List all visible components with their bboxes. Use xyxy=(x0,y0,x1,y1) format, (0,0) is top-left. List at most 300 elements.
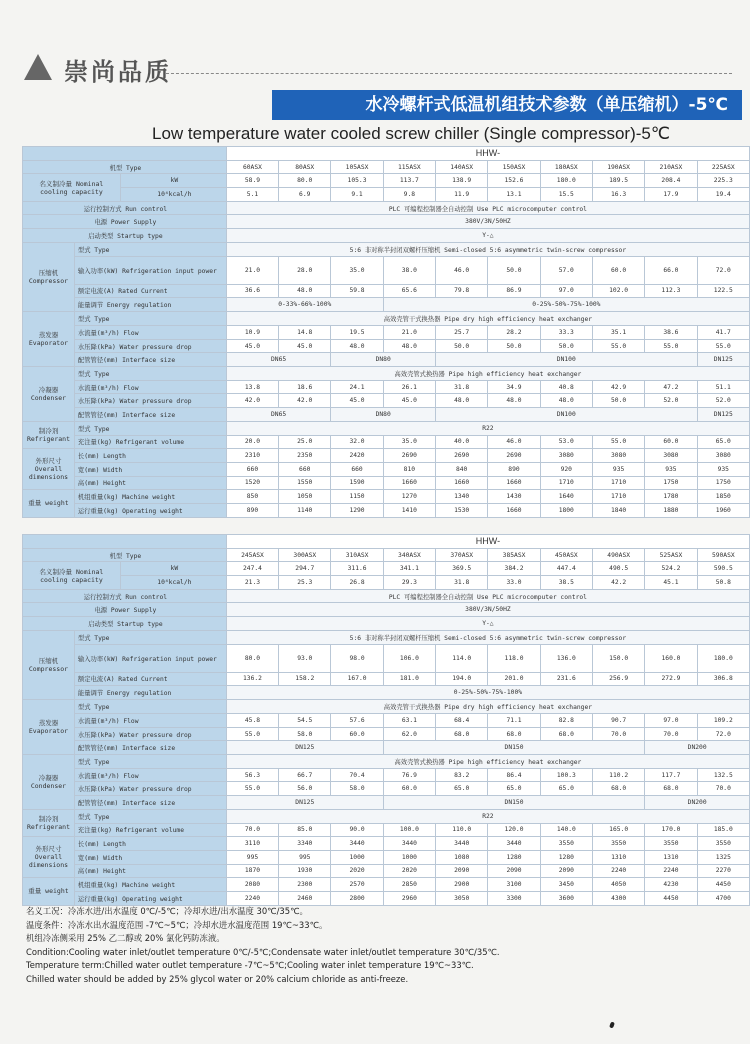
cond-flow-value: 66.7 xyxy=(279,768,331,782)
cond-flow-value: 56.3 xyxy=(226,768,278,782)
operating-weight-value: 4300 xyxy=(593,891,645,905)
length-value: 3550 xyxy=(540,837,592,851)
refrig-charge-value: 140.0 xyxy=(540,823,592,837)
capacity-kcal-value: 16.3 xyxy=(592,188,644,202)
evap-pipe-value: DN125 xyxy=(697,353,749,367)
length-value: 3440 xyxy=(488,837,540,851)
rated-current-value: 201.0 xyxy=(488,672,540,686)
width-value: 935 xyxy=(592,462,644,476)
capacity-kcal-value: 42.2 xyxy=(593,576,645,590)
machine-weight-value: 2850 xyxy=(383,878,435,892)
evaporator-label: 蒸发器 Evaporator xyxy=(23,312,75,367)
evap-pipe-value: DN100 xyxy=(436,353,698,367)
refrig-charge-value: 165.0 xyxy=(593,823,645,837)
cond-pipe-label: 配管管径(mm) Interface size xyxy=(74,796,226,810)
length-value: 2690 xyxy=(436,449,488,463)
power-in-label: 输入功率(kW) Refrigeration input power xyxy=(74,256,226,284)
width-value: 935 xyxy=(645,462,697,476)
width-value: 920 xyxy=(540,462,592,476)
cond-drop-value: 65.0 xyxy=(436,782,488,796)
rated-current-label: 额定电流(A) Rated Current xyxy=(74,284,226,298)
machine-weight-value: 4230 xyxy=(645,878,697,892)
cond-pipe-value: DN125 xyxy=(697,408,749,422)
machine-weight-value: 1780 xyxy=(645,490,697,504)
cond-pipe-value: DN150 xyxy=(383,796,645,810)
cond-flow-value: 42.9 xyxy=(592,380,644,394)
capacity-kw-value: 208.4 xyxy=(645,174,697,188)
cond-flow-value: 18.6 xyxy=(279,380,331,394)
energy-reg-label: 能量调节 Energy regulation xyxy=(74,298,226,312)
model-name: 310ASX xyxy=(331,548,383,562)
cond-type-label: 型式 Type xyxy=(74,367,226,381)
cond-flow-label: 水流量(m³/h) Flow xyxy=(74,768,226,782)
condenser-label: 冷凝器 Condenser xyxy=(23,367,75,422)
power-in-value: 98.0 xyxy=(331,644,383,672)
capacity-kw-value: 447.4 xyxy=(540,562,592,576)
capacity-kw-value: 341.1 xyxy=(383,562,435,576)
operating-weight-value: 2240 xyxy=(226,891,278,905)
comp-type-label: 型式 Type xyxy=(74,630,226,644)
refrig-charge-value: 35.0 xyxy=(383,435,435,449)
height-value: 1660 xyxy=(436,476,488,490)
power-in-value: 80.0 xyxy=(226,644,278,672)
note-line: Chilled water should be added by 25% glycol water or 20% calcium chloride as anti-freeze. xyxy=(26,973,409,984)
evap-type-value: 高效壳管干式换热器 Pipe dry high efficiency heat exchanger xyxy=(226,312,749,326)
comp-type-label: 型式 Type xyxy=(74,242,226,256)
evap-type-value: 高效壳管干式换热器 Pipe dry high efficiency heat exchanger xyxy=(226,700,749,714)
ink-dot xyxy=(609,1021,615,1028)
length-value: 2310 xyxy=(226,449,278,463)
machine-weight-value: 2570 xyxy=(331,878,383,892)
rated-current-value: 79.8 xyxy=(436,284,488,298)
length-value: 2420 xyxy=(331,449,383,463)
cond-flow-label: 水流量(m³/h) Flow xyxy=(74,380,226,394)
evap-drop-value: 50.0 xyxy=(488,339,540,353)
model-name: 490ASX xyxy=(593,548,645,562)
height-value: 1660 xyxy=(488,476,540,490)
model-name: 245ASX xyxy=(226,548,278,562)
power-in-value: 46.0 xyxy=(436,256,488,284)
unit-kw: kW xyxy=(120,174,226,188)
model-name: 150ASX xyxy=(488,160,540,174)
cond-drop-label: 水压降(kPa) Water pressure drop xyxy=(74,782,226,796)
note-line: 名义工况：冷冻水进/出水温度 0℃/-5℃；冷却水进/出水温度 30℃/35℃。 xyxy=(26,906,308,916)
evap-drop-label: 水压降(kPa) Water pressure drop xyxy=(74,339,226,353)
cond-type-label: 型式 Type xyxy=(74,755,226,769)
cond-drop-value: 48.0 xyxy=(436,394,488,408)
rated-current-value: 122.5 xyxy=(697,284,749,298)
evap-pipe-value: DN65 xyxy=(226,353,331,367)
capacity-kcal-value: 19.4 xyxy=(697,188,749,202)
english-title: Low temperature water cooled screw chiller (Single compressor)-5℃ xyxy=(152,124,670,143)
height-value: 2270 xyxy=(697,864,749,878)
unit-kcal: 10⁴kcal/h xyxy=(120,576,226,590)
length-label: 长(mm) Length xyxy=(74,837,226,851)
width-value: 995 xyxy=(279,850,331,864)
power-in-value: 38.0 xyxy=(383,256,435,284)
run-control-label: 运行控制方式 Run control xyxy=(23,201,227,215)
blank-header xyxy=(23,535,227,549)
unit-kw: kW xyxy=(120,562,226,576)
cond-pipe-value: DN80 xyxy=(331,408,436,422)
startup-label: 启动类型 Startup type xyxy=(23,229,227,243)
power-supply-value: 380V/3N/50HZ xyxy=(226,603,749,617)
operating-weight-label: 运行重量(kg) Operating weight xyxy=(74,503,226,517)
operating-weight-value: 1840 xyxy=(592,503,644,517)
refrig-charge-value: 110.0 xyxy=(436,823,488,837)
evap-drop-value: 72.0 xyxy=(697,727,749,741)
evap-drop-value: 68.0 xyxy=(436,727,488,741)
refrig-type-value: R22 xyxy=(226,421,749,435)
rated-current-value: 59.8 xyxy=(331,284,383,298)
model-name: 60ASX xyxy=(226,160,278,174)
height-value: 1930 xyxy=(279,864,331,878)
title-banner: 水冷螺杆式低温机组技术参数（单压缩机）-5℃ xyxy=(272,90,742,120)
evap-type-label: 型式 Type xyxy=(74,312,226,326)
operating-weight-value: 1660 xyxy=(488,503,540,517)
refrig-charge-value: 53.0 xyxy=(540,435,592,449)
machine-weight-value: 4050 xyxy=(593,878,645,892)
series-label: HHW- xyxy=(226,147,749,161)
operating-weight-value: 2960 xyxy=(383,891,435,905)
brand-divider xyxy=(166,73,732,74)
refrig-charge-value: 120.0 xyxy=(488,823,540,837)
width-value: 1310 xyxy=(645,850,697,864)
length-value: 3550 xyxy=(697,837,749,851)
operating-weight-value: 1530 xyxy=(436,503,488,517)
power-supply-label: 电源 Power Supply xyxy=(23,603,227,617)
refrig-charge-value: 85.0 xyxy=(279,823,331,837)
refrig-type-label: 型式 Type xyxy=(74,809,226,823)
cond-pipe-value: DN125 xyxy=(226,796,383,810)
capacity-kcal-value: 38.5 xyxy=(540,576,592,590)
evap-drop-value: 50.0 xyxy=(540,339,592,353)
height-value: 2090 xyxy=(436,864,488,878)
capacity-kw-value: 152.6 xyxy=(488,174,540,188)
refrig-charge-value: 170.0 xyxy=(645,823,697,837)
refrig-type-value: R22 xyxy=(226,809,749,823)
capacity-kw-value: 225.3 xyxy=(697,174,749,188)
rated-current-value: 194.0 xyxy=(436,672,488,686)
rated-current-value: 86.9 xyxy=(488,284,540,298)
weight-label: 重量 weight xyxy=(23,490,75,517)
power-in-value: 57.0 xyxy=(540,256,592,284)
evap-flow-value: 35.1 xyxy=(592,326,644,340)
evap-drop-value: 55.0 xyxy=(645,339,697,353)
model-name: 105ASX xyxy=(331,160,383,174)
capacity-kw-value: 590.5 xyxy=(697,562,749,576)
cond-flow-value: 24.1 xyxy=(331,380,383,394)
evap-flow-value: 33.3 xyxy=(540,326,592,340)
cond-drop-value: 52.0 xyxy=(645,394,697,408)
series-label: HHW- xyxy=(226,535,749,549)
width-value: 1280 xyxy=(540,850,592,864)
energy-reg-value: 0-33%-66%-100% xyxy=(226,298,383,312)
machine-weight-value: 4450 xyxy=(697,878,749,892)
evap-flow-value: 97.0 xyxy=(645,714,697,728)
power-in-value: 136.0 xyxy=(540,644,592,672)
machine-weight-value: 1050 xyxy=(279,490,331,504)
capacity-kcal-value: 9.8 xyxy=(383,188,435,202)
capacity-kw-value: 138.9 xyxy=(436,174,488,188)
model-name: 385ASX xyxy=(488,548,540,562)
refrigerant-label: 制冷剂 Refrigerant xyxy=(23,809,75,836)
capacity-kcal-value: 9.1 xyxy=(331,188,383,202)
height-value: 1710 xyxy=(592,476,644,490)
cond-drop-value: 52.0 xyxy=(697,394,749,408)
capacity-kw-value: 80.0 xyxy=(279,174,331,188)
width-label: 宽(mm) Width xyxy=(74,850,226,864)
height-value: 1590 xyxy=(331,476,383,490)
model-name: 225ASX xyxy=(697,160,749,174)
evap-flow-value: 41.7 xyxy=(697,326,749,340)
width-value: 1000 xyxy=(383,850,435,864)
model-label: 机型 Type xyxy=(23,548,227,562)
capacity-kw-value: 105.3 xyxy=(331,174,383,188)
power-supply-value: 380V/3N/50HZ xyxy=(226,215,749,229)
rated-current-value: 65.6 xyxy=(383,284,435,298)
run-control-label: 运行控制方式 Run control xyxy=(23,589,227,603)
energy-reg-value: 0-25%-50%-75%-100% xyxy=(226,686,749,700)
unit-kcal: 10⁴kcal/h xyxy=(120,188,226,202)
refrig-type-label: 型式 Type xyxy=(74,421,226,435)
capacity-kcal-value: 11.9 xyxy=(436,188,488,202)
rated-current-value: 102.0 xyxy=(592,284,644,298)
refrig-charge-value: 90.0 xyxy=(331,823,383,837)
length-value: 3440 xyxy=(436,837,488,851)
model-name: 525ASX xyxy=(645,548,697,562)
capacity-kcal-value: 21.3 xyxy=(226,576,278,590)
refrig-charge-value: 100.0 xyxy=(383,823,435,837)
evap-drop-value: 45.0 xyxy=(279,339,331,353)
machine-weight-value: 1850 xyxy=(697,490,749,504)
width-value: 995 xyxy=(226,850,278,864)
length-value: 2690 xyxy=(383,449,435,463)
operating-weight-value: 3600 xyxy=(540,891,592,905)
cond-drop-value: 45.0 xyxy=(331,394,383,408)
refrig-charge-value: 60.0 xyxy=(645,435,697,449)
condenser-label: 冷凝器 Condenser xyxy=(23,755,75,810)
length-label: 长(mm) Length xyxy=(74,449,226,463)
cond-flow-value: 34.9 xyxy=(488,380,540,394)
cond-drop-value: 70.0 xyxy=(697,782,749,796)
length-value: 3440 xyxy=(383,837,435,851)
capacity-kcal-value: 25.3 xyxy=(279,576,331,590)
cond-drop-value: 42.0 xyxy=(279,394,331,408)
evap-drop-value: 70.0 xyxy=(645,727,697,741)
cond-drop-value: 55.0 xyxy=(226,782,278,796)
capacity-kw-value: 490.5 xyxy=(593,562,645,576)
power-in-value: 66.0 xyxy=(645,256,697,284)
refrig-charge-value: 40.0 xyxy=(436,435,488,449)
evap-drop-value: 45.0 xyxy=(226,339,278,353)
width-value: 840 xyxy=(436,462,488,476)
rated-current-value: 256.9 xyxy=(593,672,645,686)
evap-flow-label: 水流量(m³/h) Flow xyxy=(74,326,226,340)
width-value: 660 xyxy=(279,462,331,476)
height-value: 1750 xyxy=(645,476,697,490)
cond-pipe-label: 配管管径(mm) Interface size xyxy=(74,408,226,422)
cond-flow-value: 40.8 xyxy=(540,380,592,394)
refrigerant-label: 制冷剂 Refrigerant xyxy=(23,421,75,448)
capacity-kw-value: 384.2 xyxy=(488,562,540,576)
spec-table-2 xyxy=(22,534,750,906)
height-label: 高(mm) Height xyxy=(74,864,226,878)
width-label: 宽(mm) Width xyxy=(74,462,226,476)
capacity-label: 名义制冷量 Nominal cooling capacity xyxy=(23,562,121,589)
capacity-kw-value: 58.9 xyxy=(226,174,278,188)
length-value: 2350 xyxy=(279,449,331,463)
evap-pipe-value: DN150 xyxy=(383,741,645,755)
evap-flow-value: 45.8 xyxy=(226,714,278,728)
dimensions-label: 外形尺寸 Overall dimensions xyxy=(23,449,75,490)
machine-weight-value: 1710 xyxy=(592,490,644,504)
evap-flow-value: 19.5 xyxy=(331,326,383,340)
height-value: 2240 xyxy=(593,864,645,878)
evap-flow-value: 68.4 xyxy=(436,714,488,728)
rated-current-value: 158.2 xyxy=(279,672,331,686)
capacity-label: 名义制冷量 Nominal cooling capacity xyxy=(23,174,121,201)
height-value: 1750 xyxy=(697,476,749,490)
capacity-kcal-value: 26.8 xyxy=(331,576,383,590)
power-in-value: 114.0 xyxy=(436,644,488,672)
capacity-kcal-value: 17.9 xyxy=(645,188,697,202)
rated-current-value: 306.8 xyxy=(697,672,749,686)
compressor-label: 压缩机 Compressor xyxy=(23,630,75,700)
width-value: 810 xyxy=(383,462,435,476)
power-in-value: 93.0 xyxy=(279,644,331,672)
operating-weight-value: 4450 xyxy=(645,891,697,905)
cond-flow-value: 86.4 xyxy=(488,768,540,782)
height-value: 1870 xyxy=(226,864,278,878)
notes xyxy=(26,905,500,986)
width-value: 1325 xyxy=(697,850,749,864)
rated-current-value: 97.0 xyxy=(540,284,592,298)
height-value: 2240 xyxy=(645,864,697,878)
power-in-value: 180.0 xyxy=(697,644,749,672)
power-in-label: 输入功率(kW) Refrigeration input power xyxy=(74,644,226,672)
power-in-value: 72.0 xyxy=(697,256,749,284)
operating-weight-value: 1880 xyxy=(645,503,697,517)
evap-drop-value: 68.0 xyxy=(540,727,592,741)
power-in-value: 106.0 xyxy=(383,644,435,672)
model-name: 450ASX xyxy=(540,548,592,562)
evap-drop-value: 60.0 xyxy=(331,727,383,741)
length-value: 3550 xyxy=(593,837,645,851)
evap-drop-value: 68.0 xyxy=(488,727,540,741)
run-control-value: PLC 可编程控制器全自动控制 Use PLC microcomputer control xyxy=(226,201,749,215)
length-value: 2690 xyxy=(488,449,540,463)
note-line: Temperature term:Chilled water outlet temperature -7℃~5℃;Cooling water inlet temperature 19℃~33℃. xyxy=(26,960,474,970)
machine-weight-value: 1150 xyxy=(331,490,383,504)
model-name: 140ASX xyxy=(436,160,488,174)
evap-flow-value: 109.2 xyxy=(697,714,749,728)
capacity-kcal-value: 29.3 xyxy=(383,576,435,590)
startup-value: Y-△ xyxy=(226,617,749,631)
charge-label: 充注量(kg) Refrigerant volume xyxy=(74,435,226,449)
power-in-value: 118.0 xyxy=(488,644,540,672)
evap-flow-value: 90.7 xyxy=(593,714,645,728)
rated-current-value: 167.0 xyxy=(331,672,383,686)
operating-weight-value: 890 xyxy=(226,503,278,517)
rated-current-value: 231.6 xyxy=(540,672,592,686)
charge-label: 充注量(kg) Refrigerant volume xyxy=(74,823,226,837)
capacity-kcal-value: 45.1 xyxy=(645,576,697,590)
height-label: 高(mm) Height xyxy=(74,476,226,490)
operating-weight-value: 1140 xyxy=(279,503,331,517)
refrig-charge-value: 185.0 xyxy=(697,823,749,837)
machine-weight-value: 2900 xyxy=(436,878,488,892)
height-value: 2090 xyxy=(540,864,592,878)
cond-drop-value: 68.0 xyxy=(645,782,697,796)
operating-weight-value: 3050 xyxy=(436,891,488,905)
evap-flow-value: 25.7 xyxy=(436,326,488,340)
cond-flow-value: 83.2 xyxy=(436,768,488,782)
rated-current-value: 272.9 xyxy=(645,672,697,686)
evap-type-label: 型式 Type xyxy=(74,700,226,714)
cond-drop-value: 45.0 xyxy=(383,394,435,408)
cond-type-value: 高效壳管式换热器 Pipe high efficiency heat exchanger xyxy=(226,367,749,381)
power-in-value: 150.0 xyxy=(593,644,645,672)
machine-weight-value: 850 xyxy=(226,490,278,504)
operating-weight-label: 运行重量(kg) Operating weight xyxy=(74,891,226,905)
comp-type-value: 5:6 非对称半封闭双螺杆压缩机 Semi-closed 5:6 asymmetric twin-screw compressor xyxy=(226,242,749,256)
operating-weight-value: 3300 xyxy=(488,891,540,905)
width-value: 1080 xyxy=(436,850,488,864)
capacity-kcal-value: 6.9 xyxy=(279,188,331,202)
model-name: 590ASX xyxy=(697,548,749,562)
compressor-label: 压缩机 Compressor xyxy=(23,242,75,312)
operating-weight-value: 2460 xyxy=(279,891,331,905)
power-in-value: 21.0 xyxy=(226,256,278,284)
machine-weight-value: 2300 xyxy=(279,878,331,892)
height-value: 2090 xyxy=(488,864,540,878)
cond-drop-value: 56.0 xyxy=(279,782,331,796)
width-value: 660 xyxy=(331,462,383,476)
refrig-charge-value: 32.0 xyxy=(331,435,383,449)
power-in-value: 50.0 xyxy=(488,256,540,284)
cond-drop-value: 50.0 xyxy=(592,394,644,408)
evap-drop-value: 58.0 xyxy=(279,727,331,741)
evap-flow-label: 水流量(m³/h) Flow xyxy=(74,714,226,728)
capacity-kw-value: 189.5 xyxy=(592,174,644,188)
height-value: 1710 xyxy=(540,476,592,490)
evap-flow-value: 14.8 xyxy=(279,326,331,340)
operating-weight-value: 2800 xyxy=(331,891,383,905)
operating-weight-value: 1800 xyxy=(540,503,592,517)
cond-flow-value: 31.8 xyxy=(436,380,488,394)
evap-flow-value: 38.6 xyxy=(645,326,697,340)
model-name: 190ASX xyxy=(592,160,644,174)
refrig-charge-value: 25.0 xyxy=(279,435,331,449)
refrig-charge-value: 20.0 xyxy=(226,435,278,449)
power-in-value: 28.0 xyxy=(279,256,331,284)
operating-weight-value: 1960 xyxy=(697,503,749,517)
comp-type-value: 5:6 非对称半封闭双螺杆压缩机 Semi-closed 5:6 asymmetric twin-screw compressor xyxy=(226,630,749,644)
height-value: 1550 xyxy=(279,476,331,490)
cond-pipe-value: DN65 xyxy=(226,408,331,422)
machine-weight-value: 3100 xyxy=(488,878,540,892)
cond-drop-value: 58.0 xyxy=(331,782,383,796)
length-value: 3080 xyxy=(540,449,592,463)
run-control-value: PLC 可编程控制器全自动控制 Use PLC microcomputer control xyxy=(226,589,749,603)
rated-current-label: 额定电流(A) Rated Current xyxy=(74,672,226,686)
cond-drop-value: 48.0 xyxy=(540,394,592,408)
capacity-kcal-value: 31.8 xyxy=(436,576,488,590)
evap-pipe-label: 配管管径(mm) Interface size xyxy=(74,741,226,755)
cond-flow-value: 51.1 xyxy=(697,380,749,394)
rated-current-value: 136.2 xyxy=(226,672,278,686)
